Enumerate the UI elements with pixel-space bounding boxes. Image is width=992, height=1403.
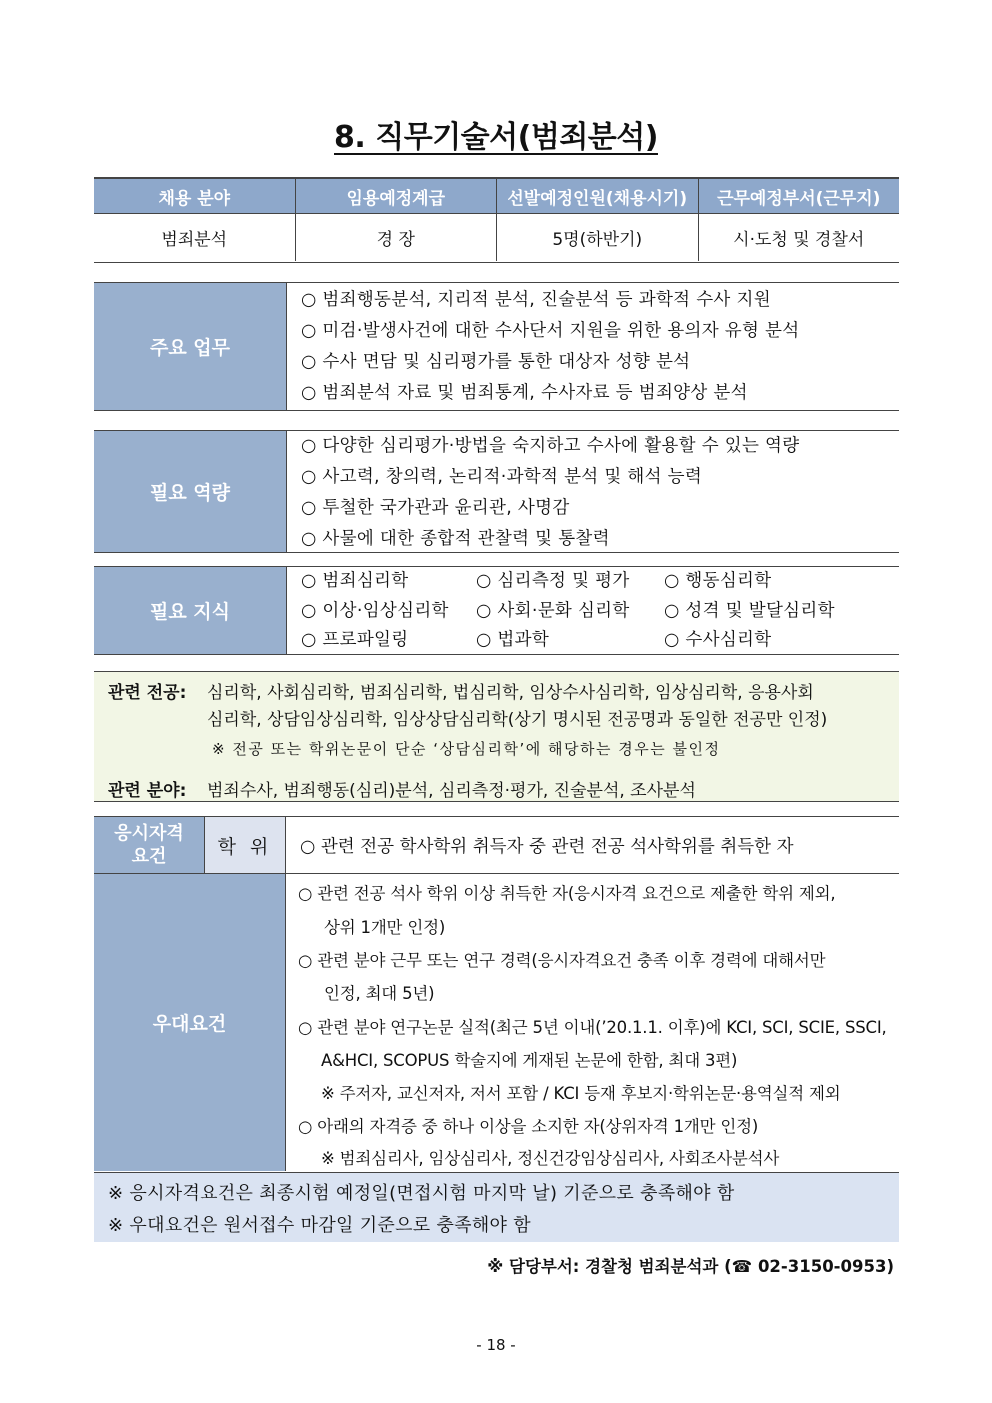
- duty-item: ○ 범죄행동분석, 지리적 분석, 진술분석 등 과학적 수사 지원: [301, 290, 771, 310]
- competency-section: [94, 430, 899, 553]
- page-title: 8. 직무기술서(범죄분석): [334, 120, 658, 155]
- related-major-label: 관련 전공:: [108, 683, 187, 703]
- degree-label: 학 위: [205, 817, 286, 873]
- competency-item: ○ 다양한 심리평가·방법을 숙지하고 수사에 활용할 수 있는 역량: [301, 436, 800, 456]
- competency-item: ○ 투철한 국가관과 윤리관, 사명감: [301, 498, 570, 518]
- job-header-table: [94, 177, 899, 263]
- competency-item: ○ 사물에 대한 종합적 관찰력 및 통찰력: [301, 529, 610, 549]
- header-col-dept: 근무예정부서(근무지): [699, 179, 900, 213]
- notes-box: [94, 1172, 899, 1242]
- preference-line: ○ 관련 분야 연구논문 실적(최근 5년 이내(’20.1.1. 이후)에 KCI, SCI, SCIE, SSCI,: [298, 1018, 887, 1037]
- preference-line: A&HCI, SCOPUS 학술지에 게재된 논문에 한함, 최대 3편): [321, 1051, 738, 1070]
- header-col-count: 선발예정인원(채용시기): [497, 179, 699, 213]
- knowledge-item: ○ 행동심리학: [664, 571, 772, 591]
- note-line: ※ 응시자격요건은 최종시험 예정일(면접시험 마지막 날) 기준으로 충족해야 함: [108, 1183, 735, 1204]
- preference-line: 인정, 최대 5년): [324, 984, 435, 1003]
- duty-item: ○ 미검·발생사건에 대한 수사단서 지원을 위한 용의자 유형 분석: [301, 321, 800, 341]
- header-col-rank: 임용예정계급: [296, 179, 498, 213]
- preference-list: [286, 874, 899, 1171]
- knowledge-item: ○ 수사심리학: [664, 630, 772, 650]
- related-field-label: 관련 분야:: [108, 781, 187, 801]
- value-count: 5명(하반기): [497, 214, 699, 261]
- header-col-field: 채용 분야: [94, 179, 296, 213]
- duties-label: 주요 업무: [94, 283, 287, 410]
- duty-item: ○ 범죄분석 자료 및 범죄통계, 수사자료 등 범죄양상 분석: [301, 383, 748, 403]
- knowledge-item: ○ 범죄심리학: [301, 571, 409, 591]
- related-major-line1: 심리학, 사회심리학, 범죄심리학, 법심리학, 임상수사심리학, 임상심리학, 응용사회: [207, 683, 814, 703]
- value-rank: 경 장: [296, 214, 498, 261]
- knowledge-item: ○ 심리측정 및 평가: [476, 571, 630, 591]
- preference-line: ○ 아래의 자격증 중 하나 이상을 소지한 자(상위자격 1개만 인정): [298, 1117, 759, 1136]
- competency-label: 필요 역량: [94, 431, 287, 552]
- degree-requirement: ○ 관련 전공 학사학위 취득자 중 관련 전공 석사학위를 취득한 자: [300, 836, 794, 857]
- related-major-line2: 심리학, 상담임상심리학, 임상상담심리학(상기 명시된 전공명과 동일한 전공만 인정): [207, 710, 828, 730]
- value-field: 범죄분석: [94, 214, 296, 261]
- page-number: - 18 -: [476, 1336, 516, 1354]
- knowledge-item: ○ 이상·임상심리학: [301, 600, 449, 621]
- knowledge-item: ○ 법과학: [476, 630, 550, 650]
- note-line: ※ 우대요건은 원서접수 마감일 기준으로 충족해야 함: [108, 1215, 531, 1236]
- preference-line: ※ 주저자, 교신저자, 저서 포함 / KCI 등재 후보지·학위논문·용역실적 제외: [321, 1084, 841, 1103]
- preference-line: ○ 관련 전공 석사 학위 이상 취득한 자(응시자격 요건으로 제출한 학위 제외,: [298, 884, 836, 903]
- related-major-note: ※ 전공 또는 학위논문이 단순 ‘상담심리학’에 해당하는 경우는 불인정: [212, 740, 721, 758]
- preference-label: 우대요건: [94, 874, 286, 1171]
- preference-line: ※ 범죄심리사, 임상심리사, 정신건강임상심리사, 사회조사분석사: [321, 1149, 780, 1168]
- duty-item: ○ 수사 면담 및 심리평가를 통한 대상자 성향 분석: [301, 352, 691, 372]
- preference-line: 상위 1개만 인정): [324, 918, 446, 937]
- related-field-text: 범죄수사, 범죄행동(심리)분석, 심리측정·평가, 진술분석, 조사분석: [207, 781, 696, 801]
- competency-item: ○ 사고력, 창의력, 논리적·과학적 분석 및 해석 능력: [301, 467, 703, 487]
- qualification-section: [94, 816, 899, 1172]
- knowledge-item: ○ 프로파일링: [301, 630, 409, 650]
- knowledge-label: 필요 지식: [94, 567, 287, 654]
- knowledge-section: [94, 566, 899, 655]
- knowledge-item: ○ 사회·문화 심리학: [476, 600, 630, 621]
- qualification-label: 응시자격 요건: [94, 817, 205, 873]
- preference-line: ○ 관련 분야 근무 또는 연구 경력(응시자격요건 충족 이후 경력에 대해서만: [298, 951, 826, 970]
- knowledge-item: ○ 성격 및 발달심리학: [664, 600, 835, 621]
- related-major-section: [94, 671, 899, 802]
- value-dept: 시·도청 및 경찰서: [733, 230, 865, 250]
- contact-info: ※ 담당부서: 경찰청 범죄분석과 (☎ 02-3150-0953): [487, 1257, 894, 1276]
- duties-section: [94, 282, 899, 411]
